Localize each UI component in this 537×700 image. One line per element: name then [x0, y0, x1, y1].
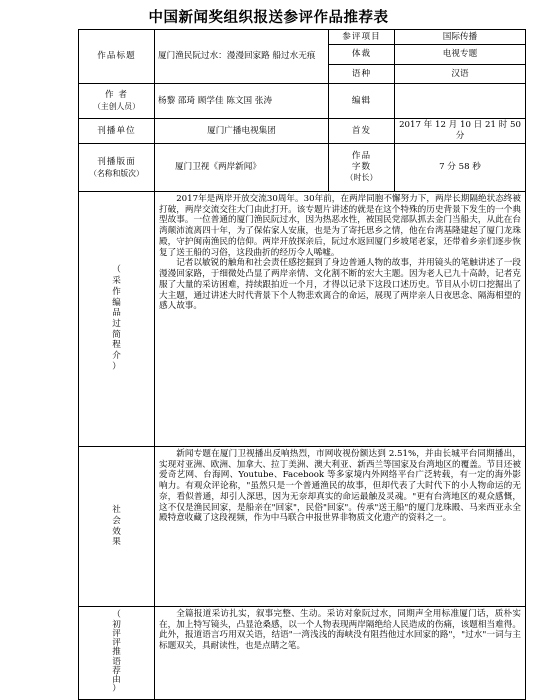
review-label-char: 由 [112, 675, 121, 686]
publisher-value: 厦门广播电视集团 [155, 119, 329, 144]
genre-value: 电视专题 [395, 45, 526, 65]
work-title-value: 厦门渔民阮过水：漫漫回家路 船过水无痕 [155, 30, 329, 84]
effect-label-char: 果 [112, 537, 121, 548]
effect-label [79, 447, 155, 607]
effect-text [155, 447, 526, 607]
word-count-value: 7 分 58 秒 [395, 144, 526, 192]
word-count-label-3: （时长） [345, 173, 378, 183]
process-label-char: ） [112, 361, 121, 372]
form-title: 中国新闻奖组织报送参评作品推荐表 [148, 9, 389, 26]
process-label-char: 采 [112, 276, 121, 287]
process-label-char: 程 [112, 340, 121, 351]
process-text [155, 192, 526, 447]
word-count-label [329, 144, 395, 192]
effect-label-char: 效 [112, 526, 121, 537]
review-label-char: 评 [112, 628, 121, 639]
process-label-char: 编 [112, 297, 121, 308]
process-label-char: 过 [112, 319, 121, 329]
effect-paragraph: 新闻专题在厦门卫视播出反响热烈，市网收视份额达到 2.51%，并由长城平台同期播出，实现对亚洲、欧洲、加拿大、拉丁美洲、澳大利亚、新西兰等国家及台湾地区的覆盖。节目还被爱奇艺网、台海网、Youtube、Facebook 等多家境内外网络平台广泛转载，有一定的海外影响力。有观众评论称，"虽然只是一个普通渔民的故事，但却代表了大时代下的小人物命运的无奈，看似普通，却引人深思，因为无奈却真实的命运最触及灵魂。"更有台湾地区的观众感慨，这不仅是渔民回家，是船亲在"回家"，民俗"回家"。传承"送王船"的厦门龙珠殿、马来西亚永全殿特意收藏了这段视频，作为中马联合申报世界非物质文化遗产的资料之一。 [159, 449, 521, 524]
author-label-main: 作 者 [105, 90, 128, 101]
language-value: 汉语 [395, 65, 526, 84]
author-label-sub: （主创人员） [93, 102, 140, 111]
review-text [155, 607, 526, 700]
effect-label-char: 会 [112, 515, 121, 526]
author-label [79, 84, 155, 119]
review-label-char: 荐 [112, 665, 121, 676]
process-label-char: 作 [112, 286, 121, 297]
first-release-label: 首发 [329, 119, 395, 144]
review-label-char: 推 [112, 647, 121, 658]
recommendation-table [78, 29, 526, 700]
process-paragraph-2: 记者以敏锐的触角和社会责任感挖掘到了身边普通人物的故事，并用镜头的笔触讲述了一段漫漫回家路，于细微处凸显了两岸亲情、文化割不断的宏大主题。因为老人已九十高龄，记者克服了大量的采访困难，持续跟拍近一个月，才得以记录下这段口述历史。节目从小切口挖掘出了大主题，通过讲述大时代背景下个人物悲欢离合的命运，展现了两岸亲人日夜思念、隔海相望的感人故事。 [159, 258, 521, 312]
award-item-value: 国际传播 [395, 30, 526, 45]
language-label: 语种 [329, 65, 395, 84]
process-label-char: （ [112, 265, 121, 276]
genre-label: 体裁 [329, 45, 395, 65]
layout-label [79, 144, 155, 192]
review-label-char: 语 [112, 656, 121, 667]
layout-label-sub: （名称和版次） [89, 168, 144, 178]
process-label-char: 简 [112, 329, 121, 340]
layout-value: 厦门卫视《两岸新闻》 [155, 144, 329, 192]
process-label [79, 192, 155, 447]
word-count-label-2: 字数 [351, 162, 372, 173]
author-value: 杨黎 邵琦 顾学佳 陈文国 张涛 [155, 84, 329, 119]
process-label-char: 介 [112, 351, 121, 362]
process-paragraph-1: 2017年是两岸开放交流30周年。30年前，在两岸同胞不懈努力下，两岸长期隔绝状态终被打破，两岸交流交往大门由此打开。该专题片讲述的就是在这个特殊的历史背景下发生的一个典型故事。一位普通的厦门渔民阮过水，因为热恶水性，被国民党部队抓去金门当船夫，从此在台湾颠沛流离四十年，为了保佑家人安康，也是为了寄托思乡之情，他在台湾基隆建起了厦门龙珠殿，守护闽南渔民的信仰。两岸开放探亲后，阮过水返回厦门乡坡尾老家，还带着乡亲们逐步恢复了送王船的习俗，这段曲折的经历令人唏嘘。 [159, 194, 521, 258]
layout-label-main: 刊播版面 [97, 156, 136, 167]
review-label-char: 初 [112, 619, 121, 630]
editor-value [395, 84, 526, 119]
word-count-label-1: 作品 [351, 151, 372, 162]
work-title-label: 作品标题 [79, 30, 155, 84]
review-label-char: 评 [112, 638, 121, 649]
editor-label: 编辑 [329, 84, 395, 119]
review-paragraph: 全篇报道采访扎实，叙事完整、生动。采访对象阮过水，同期声全用标准厦门话，质朴实在，加上特写镜头，凸显沧桑感，以一个人物表现两岸隔绝给人民造成的伤痛，该题相当难得。此外，报道语言巧用双关语，结语"一湾浅浅的海峡没有阻挡他过水回家的路"，"过水"一词与主标题双关，具耐读性，也是点睛之笔。 [159, 609, 521, 652]
first-release-value: 2017 年 12 月 10 日 21 时 50 分 [395, 119, 526, 144]
review-label-char: （ [112, 610, 121, 621]
process-label-char: 品 [112, 308, 121, 319]
award-item-label: 参评项目 [329, 30, 395, 45]
review-label-char: ） [112, 684, 121, 695]
effect-label-char: 社 [112, 505, 121, 516]
review-label [79, 607, 155, 700]
publisher-label: 刊播单位 [79, 119, 155, 144]
